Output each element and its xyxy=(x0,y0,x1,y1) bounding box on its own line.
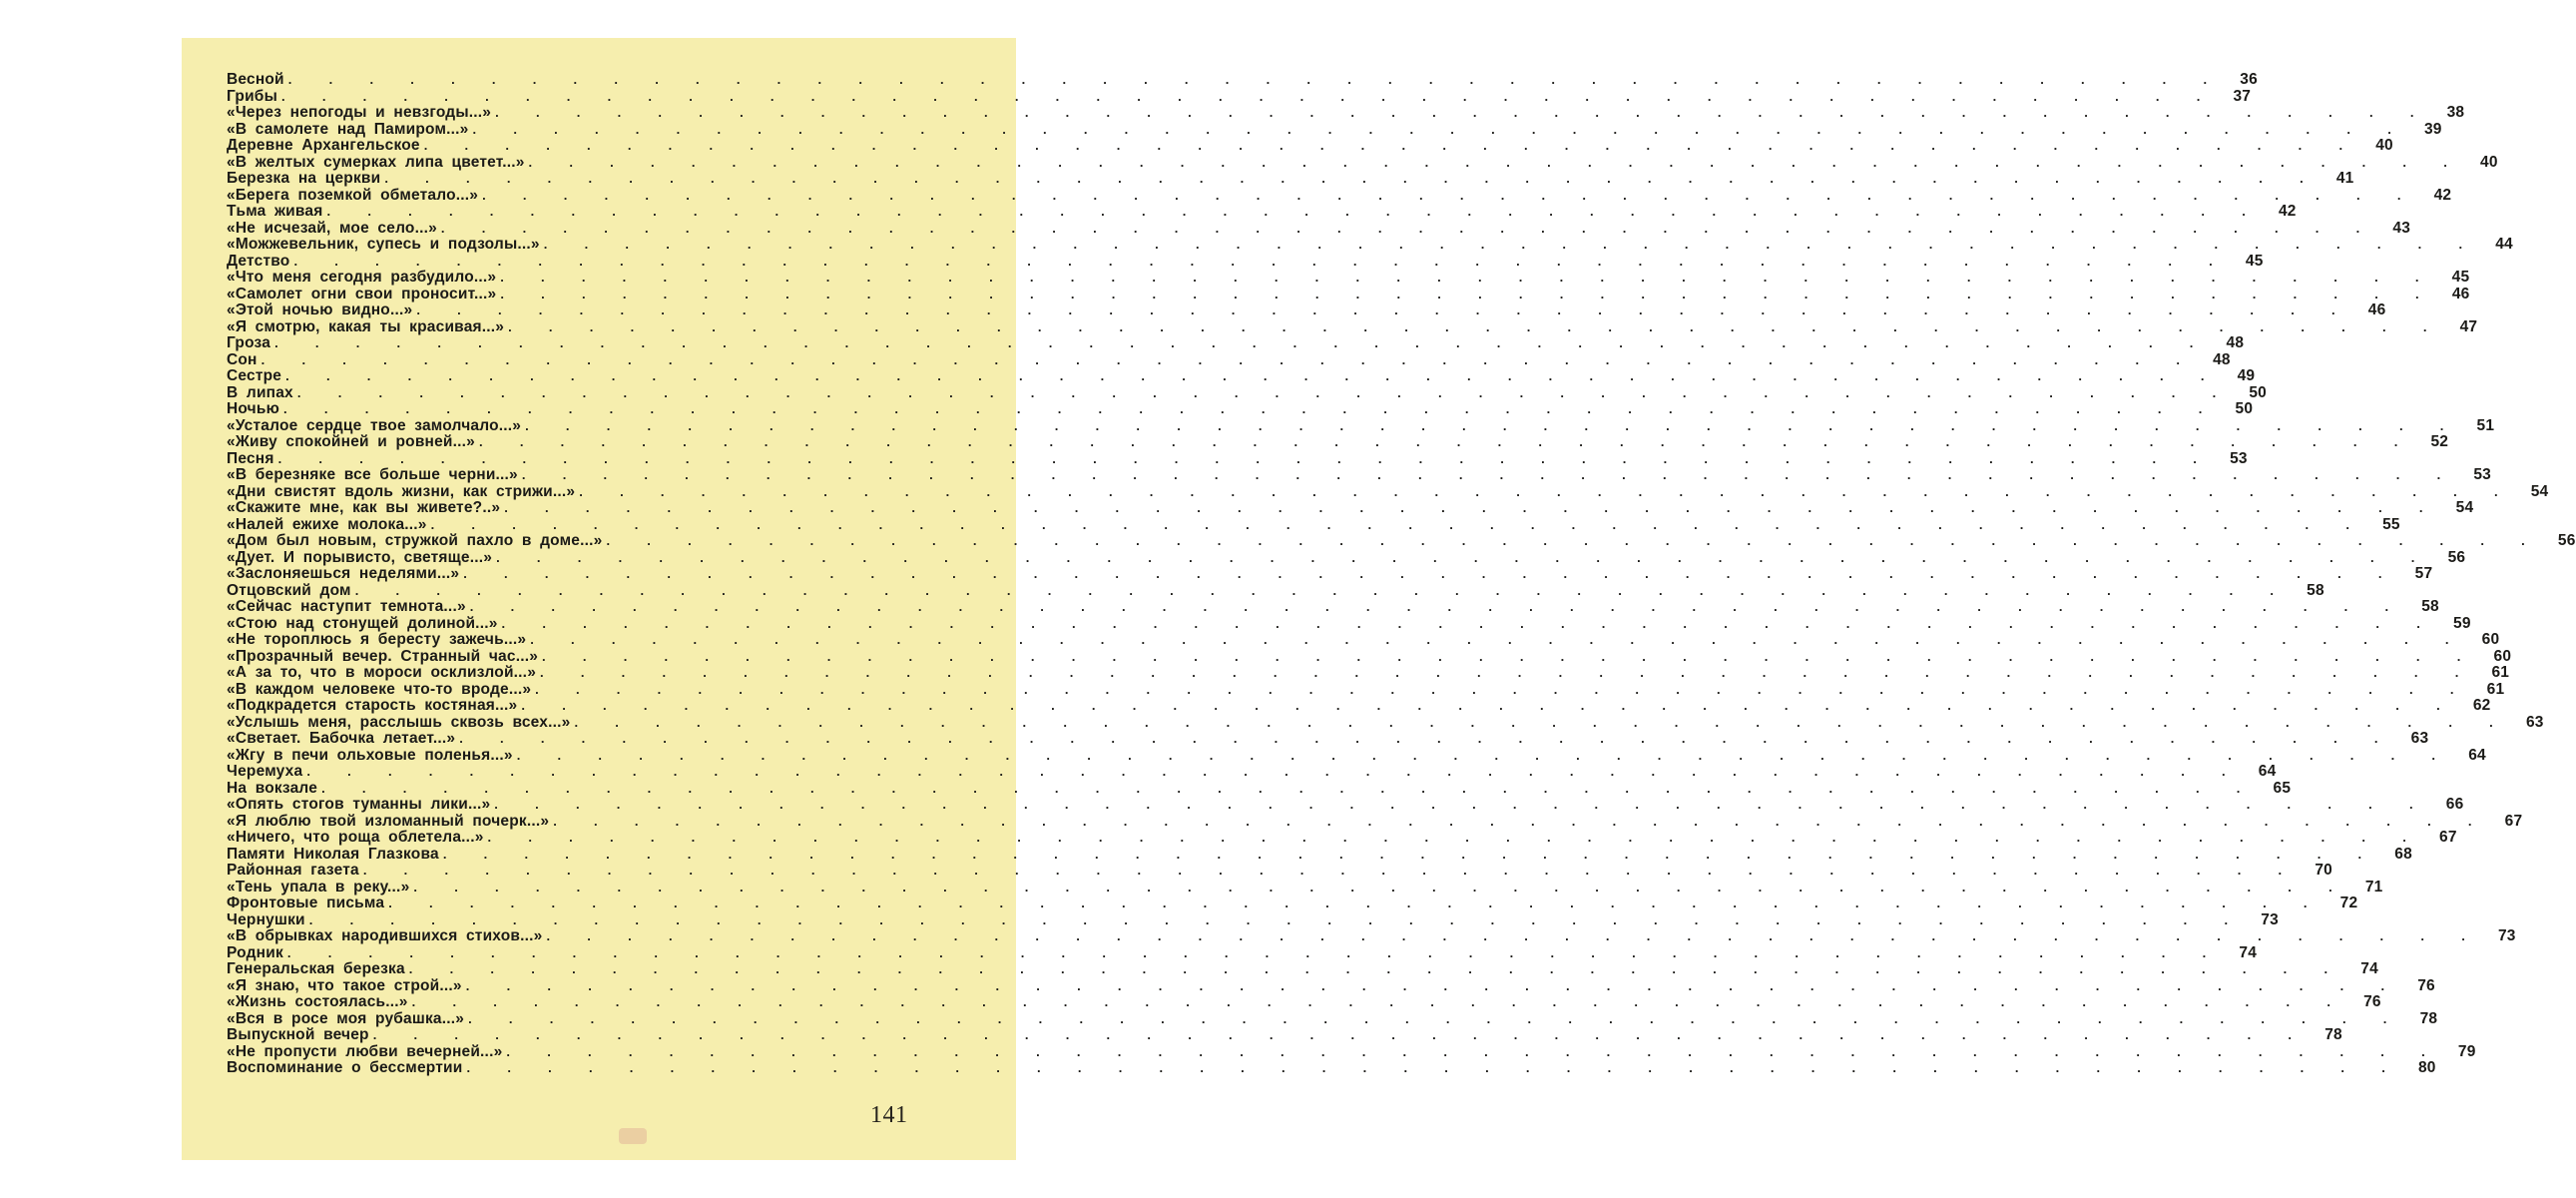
toc-entry-page: 76 xyxy=(2417,976,2435,994)
dot-leader: . . . . . . . . . . . . . . . . . . . . . . . . . . . . . . . . . . . . . . . . . . . . . . . . xyxy=(296,384,2232,400)
toc-entry xyxy=(227,730,2429,748)
dot-leader: . . . . . . . . . . . . . . . . . . . . . . . . . . . . . . . . . . . . . . . . . . . . . . . . xyxy=(482,187,2416,203)
dot-leader: . . . . . . . . . . . . . . . . . . . . . . . . . . . . . . . . . . . . . . . . . . . . . . . . xyxy=(277,450,2212,466)
page-number: 141 xyxy=(870,1102,908,1128)
toc-entry xyxy=(227,350,2231,369)
dot-leader: . . . . . . . . . . . . . . . . . . . . . . . . . . . . . . . . . . . . . . . . . . . . . . . . xyxy=(495,105,2429,120)
dot-leader: . . . . . . . . . . . . . . . . . . . . . . . . . . . . . . . . . . . . . . . . . . . . . . . . xyxy=(487,830,2421,845)
toc-entry xyxy=(227,186,2452,205)
toc-entry-page: 71 xyxy=(2364,878,2383,896)
dot-leader: . . . . . . . . . . . . . . . . . . . . . . . . . . . . . . . . . . . . . . . . . . . . . . . . xyxy=(362,863,2297,878)
toc-entry-page: 56 xyxy=(2447,548,2466,566)
toc-entry xyxy=(227,203,2297,221)
dot-leader: . . . . . . . . . . . . . . . . . . . . . . . . . . . . . . . . . . . . . . . . . . . . . . . . xyxy=(472,121,2406,137)
dot-leader: . . . . . . . . . . . . . . . . . . . . . . . . . . . . . . . . . . . . . . . . . . . . . . . . xyxy=(430,516,2364,532)
toc-entry xyxy=(227,269,2470,287)
toc-entry xyxy=(227,515,2400,534)
toc-entry-title: «Что меня сегодня разбудило...» xyxy=(227,269,497,286)
toc-entry-page: 37 xyxy=(2233,87,2252,105)
toc-entry-title: Выпускной вечер xyxy=(227,1026,369,1043)
toc-entry-page: 80 xyxy=(2417,1059,2436,1076)
toc-entry xyxy=(227,285,2470,303)
dot-leader: . . . . . . . . . . . . . . . . . . . . . . . . . . . . . . . . . . . . . . . . . . . . . . . . xyxy=(287,72,2222,87)
toc-entry xyxy=(227,796,2464,814)
toc-entry-page: 43 xyxy=(2392,219,2411,237)
toc-entry xyxy=(227,845,2412,864)
dot-leader: . . . . . . . . . . . . . . . . . . . . . . . . . . . . . . . . . . . . . . . . . . . . . . . . xyxy=(423,138,2357,153)
dot-leader: . . . . . . . . . . . . . . . . . . . . . . . . . . . . . . . . . . . . . . . . . . . . . . . . xyxy=(286,944,2222,960)
toc-entry-title: Весной xyxy=(227,71,284,88)
toc-entry xyxy=(227,680,2505,699)
dot-leader: . . . . . . . . . . . . . . . . . . . . . . . . . . . . . . . . . . . . . . . . . . . . . . . . xyxy=(479,434,2413,449)
dot-leader: . . . . . . . . . . . . . . . . . . . . . . . . . . . . . . . . . . . . . . . . . . . . . . . . xyxy=(440,220,2375,236)
toc-entry-page: 79 xyxy=(2457,1042,2476,1060)
dot-leader: . . . . . . . . . . . . . . . . . . . . . . . . . . . . . . . . . . . . . . . . . . . . . . . . xyxy=(408,961,2342,976)
toc-entry-title: Деревне Архангельское xyxy=(227,137,420,154)
toc-entry-page: 76 xyxy=(2363,993,2381,1010)
toc-entry-page: 55 xyxy=(2382,515,2400,533)
toc-entry-page: 40 xyxy=(2480,153,2498,171)
toc-entry xyxy=(227,927,2516,945)
dot-leader: . . . . . . . . . . . . . . . . . . . . . . . . . . . . . . . . . . . . . . . . . . . . . . . . xyxy=(494,797,2428,812)
toc-entry-title: «Я смотрю, какая ты красивая...» xyxy=(227,317,505,335)
toc-entry xyxy=(227,565,2433,583)
toc-entry-title: «Налей ежихе молока...» xyxy=(227,515,427,533)
dot-leader: . . . . . . . . . . . . . . . . . . . . . . . . . . . . . . . . . . . . . . . . . . . . . . . . xyxy=(540,665,2474,680)
toc-entry-title: В липах xyxy=(227,383,293,401)
dot-leader: . . . . . . . . . . . . . . . . . . . . . . . . . . . . . . . . . . . . . . . . . . . . . . . . xyxy=(388,896,2322,910)
toc-entry-title: Районная газета xyxy=(227,862,359,879)
dot-leader: . . . . . . . . . . . . . . . . . . . . . . . . . . . . . . . . . . . . . . . . . . . . . . . . xyxy=(546,928,2480,943)
toc-entry xyxy=(227,614,2471,633)
table-of-contents xyxy=(227,71,2576,1077)
toc-entry-page: 36 xyxy=(2240,71,2258,88)
toc-entry-title: «Дует. И порывисто, светяще...» xyxy=(227,548,493,566)
toc-entry-title: «Дни свистят вдоль жизни, как стрижи...» xyxy=(227,482,576,500)
dot-leader: . . . . . . . . . . . . . . . . . . . . . . . . . . . . . . . . . . . . . . . . . . . . . . . . xyxy=(521,698,2455,713)
toc-entry-page: 46 xyxy=(2451,285,2470,302)
dot-leader: . . . . . . . . . . . . . . . . . . . . . . . . . . . . . . . . . . . . . . . . . . . . . . . . xyxy=(411,994,2345,1009)
toc-entry-title: «Усталое сердце твое замолчало...» xyxy=(227,416,522,434)
toc-entry-title: «А за то, что в мороси осклизлой...» xyxy=(227,664,537,681)
toc-entry-title: «Услышь меня, расслышь сквозь всех...» xyxy=(227,713,571,731)
toc-entry-page: 72 xyxy=(2339,895,2358,911)
toc-entry-title: Грибы xyxy=(227,87,278,105)
dot-leader: . . . . . . . . . . . . . . . . . . . . . . . . . . . . . . . . . . . . . . . . . . . . . . . . xyxy=(468,1010,2402,1026)
toc-entry-title: Сестре xyxy=(227,367,282,384)
toc-entry-title: «Подкрадется старость костяная...» xyxy=(227,697,518,714)
toc-entry xyxy=(227,120,2442,139)
toc-entry-title: «Скажите мне, как вы живете?..» xyxy=(227,499,501,516)
toc-entry-title: «В обрывках народившихся стихов...» xyxy=(227,927,543,944)
toc-entry xyxy=(227,367,2256,385)
toc-entry-page: 68 xyxy=(2394,845,2412,863)
dot-leader: . . . . . . . . . . . . . . . . . . . . . . . . . . . . . . . . . . . . . . . . . . . . . . . . xyxy=(500,286,2434,301)
toc-entry-title: Березка на церкви xyxy=(227,170,381,187)
toc-entry xyxy=(227,878,2383,897)
dot-leader: . . . . . . . . . . . . . . . . . . . . . . . . . . . . . . . . . . . . . . . . . . . . . . . . xyxy=(459,731,2393,746)
toc-entry-page: 73 xyxy=(2497,927,2516,944)
toc-entry-page: 67 xyxy=(2439,829,2457,846)
toc-entry-title: «Не исчезай, мое село...» xyxy=(227,219,437,237)
book-page xyxy=(182,38,2576,1160)
toc-entry-page: 58 xyxy=(2307,581,2324,599)
toc-entry-title: Фронтовые письма xyxy=(227,895,385,911)
toc-entry-title: «Не пропусти любви вечерней...» xyxy=(227,1042,503,1060)
toc-entry-page: 66 xyxy=(2445,796,2464,813)
toc-entry xyxy=(227,581,2324,600)
toc-entry-title: «В желтых сумерках липа цветет...» xyxy=(227,153,525,171)
toc-entry-page: 49 xyxy=(2237,367,2256,384)
toc-entry-page: 38 xyxy=(2446,104,2465,121)
dot-leader: . . . . . . . . . . . . . . . . . . . . . . . . . . . . . . . . . . . . . . . . . . . . . . . . xyxy=(501,615,2435,631)
toc-entry-title: «В березняке все больше черни...» xyxy=(227,466,518,483)
dot-leader: . . . . . . . . . . . . . . . . . . . . . . . . . . . . . . . . . . . . . . . . . . . . . . . . xyxy=(528,154,2462,170)
toc-entry-page: 50 xyxy=(2249,383,2268,401)
toc-entry xyxy=(227,829,2457,847)
dot-leader: . . . . . . . . . . . . . . . . . . . . . . . . . . . . . . . . . . . . . . . . . . . . . . . . xyxy=(285,368,2220,383)
toc-entry-page: 45 xyxy=(2451,269,2470,286)
toc-entry-title: «Можжевельник, супесь и подзолы...» xyxy=(227,236,540,253)
toc-entry-title: Памяти Николая Глазкова xyxy=(227,845,439,863)
toc-entry-title: «Тень упала в реку...» xyxy=(227,878,410,896)
toc-entry-page: 78 xyxy=(2419,1009,2438,1027)
toc-entry-page: 44 xyxy=(2495,236,2513,253)
dot-leader: . . . . . . . . . . . . . . . . . . . . . . . . . . . . . . . . . . . . . . . . . . . . . . . . xyxy=(496,549,2430,565)
dot-leader: . . . . . . . . . . . . . . . . . . . . . . . . . . . . . . . . . . . . . . . . . . . . . . . . xyxy=(516,747,2450,763)
toc-entry-page: 59 xyxy=(2453,614,2471,632)
toc-entry-title: «Ничего, что роща облетела...» xyxy=(227,829,484,846)
dot-leader: . . . . . . . . . . . . . . . . . . . . . . . . . . . . . . . . . . . . . . . . . . . . . . . . xyxy=(504,500,2438,515)
toc-entry-page: 45 xyxy=(2245,252,2264,270)
dot-leader: . . . . . . . . . . . . . . . . . . . . . . . . . . . . . . . . . . . . . . . . . . . . . . . . xyxy=(326,204,2261,219)
toc-entry xyxy=(227,631,2500,649)
dot-leader: . . . . . . . . . . . . . . . . . . . . . . . . . . . . . . . . . . . . . . . . . . . . . . . . xyxy=(500,270,2434,285)
toc-entry-page: 60 xyxy=(2493,647,2512,665)
toc-entry-title: Песня xyxy=(227,449,274,467)
toc-entry xyxy=(227,433,2449,451)
toc-entry-page: 60 xyxy=(2481,631,2500,648)
toc-entry xyxy=(227,499,2474,517)
toc-entry-page: 58 xyxy=(2421,598,2439,615)
toc-entry xyxy=(227,1042,2476,1061)
toc-entry xyxy=(227,993,2381,1011)
dot-leader: . . . . . . . . . . . . . . . . . . . . . . . . . . . . . . . . . . . . . . . . . . . . . . . . xyxy=(525,417,2459,433)
dot-leader: . . . . . . . . . . . . . . . . . . . . . . . . . . . . . . . . . . . . . . . . . . . . . . . . xyxy=(372,1027,2307,1042)
toc-entry xyxy=(227,779,2292,798)
toc-entry-page: 53 xyxy=(2473,466,2492,483)
toc-entry xyxy=(227,1059,2436,1077)
toc-entry xyxy=(227,449,2248,468)
toc-entry-page: 42 xyxy=(2433,186,2452,204)
toc-entry-title: «Живу спокойней и ровней...» xyxy=(227,433,475,450)
toc-entry-page: 62 xyxy=(2472,697,2491,714)
dot-leader: . . . . . . . . . . . . . . . . . . . . . . . . . . . . . . . . . . . . . . . . . . . . . . . . xyxy=(321,780,2256,796)
toc-entry-title: Генеральская березка xyxy=(227,960,405,977)
toc-entry xyxy=(227,664,2510,682)
toc-entry-page: 50 xyxy=(2235,400,2254,417)
toc-entry-page: 64 xyxy=(2258,763,2277,780)
toc-entry-page: 42 xyxy=(2278,203,2297,220)
toc-entry-title: На вокзале xyxy=(227,779,318,797)
dot-leader: . . . . . . . . . . . . . . . . . . . . . . . . . . . . . . . . . . . . . . . . . . . . . . . . xyxy=(465,977,2399,993)
dot-leader: . . . . . . . . . . . . . . . . . . . . . . . . . . . . . . . . . . . . . . . . . . . . . . . . xyxy=(542,648,2476,664)
toc-entry-title: «Сейчас наступит темнота...» xyxy=(227,598,466,615)
toc-entry xyxy=(227,317,2478,336)
dot-leader: . . . . . . . . . . . . . . . . . . . . . . . . . . . . . . . . . . . . . . . . . . . . . . . . xyxy=(543,237,2477,252)
dot-leader: . . . . . . . . . . . . . . . . . . . . . . . . . . . . . . . . . . . . . . . . . . . . . . . . xyxy=(574,714,2508,730)
dot-leader: . . . . . . . . . . . . . . . . . . . . . . . . . . . . . . . . . . . . . . . . . . . . . . . . xyxy=(274,335,2209,350)
toc-entry-page: 48 xyxy=(2213,350,2231,368)
toc-entry-page: 51 xyxy=(2476,416,2495,434)
toc-entry xyxy=(227,87,2252,106)
toc-entry-page: 56 xyxy=(2557,532,2576,549)
toc-entry-page: 39 xyxy=(2423,120,2442,138)
toc-entry-title: Чернушки xyxy=(227,910,305,928)
toc-entry-title: «Дом был новым, стружкой пахло в доме...» xyxy=(227,532,603,549)
toc-entry-page: 61 xyxy=(2491,664,2510,681)
toc-entry xyxy=(227,252,2264,271)
dot-leader: . . . . . . . . . . . . . . . . . . . . . . . . . . . . . . . . . . . . . . . . . . . . . . . . xyxy=(553,813,2487,829)
toc-entry xyxy=(227,943,2258,962)
toc-entry xyxy=(227,532,2576,550)
dot-leader: . . . . . . . . . . . . . . . . . . . . . . . . . . . . . . . . . . . . . . . . . . . . . . . . xyxy=(579,483,2513,499)
dot-leader: . . . . . . . . . . . . . . . . . . . . . . . . . . . . . . . . . . . . . . . . . . . . . . . . xyxy=(463,566,2397,581)
dot-leader: . . . . . . . . . . . . . . . . . . . . . . . . . . . . . . . . . . . . . . . . . . . . . . . . xyxy=(469,599,2403,614)
toc-entry-page: 57 xyxy=(2414,565,2433,582)
toc-entry-page: 61 xyxy=(2486,680,2505,698)
toc-entry-title: «Опять стогов туманны лики...» xyxy=(227,796,491,813)
dot-leader: . . . . . . . . . . . . . . . . . . . . . . . . . . . . . . . . . . . . . . . . . . . . . . . . xyxy=(535,681,2469,697)
toc-entry xyxy=(227,71,2258,89)
toc-entry-page: 46 xyxy=(2367,301,2386,318)
dot-leader: . . . . . . . . . . . . . . . . . . . . . . . . . . . . . . . . . . . . . . . . . . . . . . . . xyxy=(260,351,2195,367)
toc-entry xyxy=(227,482,2549,501)
toc-entry xyxy=(227,960,2378,978)
toc-entry-title: Ночью xyxy=(227,400,280,417)
toc-entry-title: Воспоминание о бессмертии xyxy=(227,1059,463,1076)
toc-entry-page: 64 xyxy=(2468,746,2486,764)
toc-entry-page: 53 xyxy=(2230,449,2248,467)
toc-entry-title: «В каждом человеке что-то вроде...» xyxy=(227,680,532,698)
toc-entry xyxy=(227,763,2277,781)
dot-leader: . . . . . . . . . . . . . . . . . . . . . . . . . . . . . . . . . . . . . . . . . . . . . . . . xyxy=(308,911,2243,927)
toc-entry xyxy=(227,746,2486,765)
toc-entry-page: 47 xyxy=(2459,317,2478,335)
toc-entry xyxy=(227,647,2512,666)
toc-entry xyxy=(227,153,2498,172)
toc-entry-title: «Самолет огни свои проносит...» xyxy=(227,285,497,302)
toc-entry-title: «Светает. Бабочка летает...» xyxy=(227,730,456,747)
toc-entry-page: 63 xyxy=(2410,730,2429,747)
toc-entry-title: «Стою над стонущей долиной...» xyxy=(227,614,498,632)
toc-entry xyxy=(227,713,2544,732)
toc-entry xyxy=(227,1026,2342,1044)
dot-leader: . . . . . . . . . . . . . . . . . . . . . . . . . . . . . . . . . . . . . . . . . . . . . . . . xyxy=(416,302,2350,317)
toc-entry-title: «Я люблю твой изломанный почерк...» xyxy=(227,812,550,830)
toc-entry xyxy=(227,910,2279,929)
toc-entry-page: 52 xyxy=(2430,433,2449,450)
toc-entry-page: 78 xyxy=(2324,1026,2342,1043)
toc-entry-title: «Этой ночью видно...» xyxy=(227,301,413,318)
toc-entry xyxy=(227,170,2354,188)
toc-entry-title: «В самолете над Памиром...» xyxy=(227,120,469,138)
dot-leader: . . . . . . . . . . . . . . . . . . . . . . . . . . . . . . . . . . . . . . . . . . . . . . . . xyxy=(521,467,2456,482)
toc-entry-page: 63 xyxy=(2525,713,2544,731)
toc-entry-title: Сон xyxy=(227,350,258,368)
toc-entry-page: 67 xyxy=(2504,812,2523,830)
toc-entry xyxy=(227,862,2332,880)
toc-entry xyxy=(227,400,2254,418)
toc-entry xyxy=(227,236,2513,254)
toc-entry-title: Гроза xyxy=(227,334,271,351)
toc-entry xyxy=(227,812,2523,831)
toc-entry-title: «Я знаю, что такое строй...» xyxy=(227,976,462,994)
dot-leader: . . . . . . . . . . . . . . . . . . . . . . . . . . . . . . . . . . . . . . . . . . . . . . . . xyxy=(506,1043,2440,1059)
toc-entry-page: 74 xyxy=(2360,960,2378,977)
toc-entry xyxy=(227,1009,2438,1028)
toc-entry-page: 40 xyxy=(2375,137,2393,154)
toc-entry-title: «Жизнь состоялась...» xyxy=(227,993,408,1010)
toc-entry-page: 54 xyxy=(2455,499,2474,516)
toc-entry xyxy=(227,466,2492,484)
toc-entry xyxy=(227,548,2466,567)
dot-leader: . . . . . . . . . . . . . . . . . . . . . . . . . . . . . . . . . . . . . . . . . . . . . . . . xyxy=(281,88,2216,104)
dot-leader: . . . . . . . . . . . . . . . . . . . . . . . . . . . . . . . . . . . . . . . . . . . . . . . . xyxy=(530,632,2464,647)
toc-entry xyxy=(227,697,2491,715)
toc-entry xyxy=(227,416,2495,435)
dot-leader: . . . . . . . . . . . . . . . . . . . . . . . . . . . . . . . . . . . . . . . . . . . . . . . . xyxy=(306,764,2241,779)
toc-entry xyxy=(227,895,2358,912)
toc-entry-page: 65 xyxy=(2273,779,2292,797)
toc-entry-title: «Жгу в печи ольховые поленья...» xyxy=(227,746,513,764)
dot-leader: . . . . . . . . . . . . . . . . . . . . . . . . . . . . . . . . . . . . . . . . . . . . . . . . xyxy=(508,318,2442,334)
library-stamp xyxy=(619,1128,647,1144)
dot-leader: . . . . . . . . . . . . . . . . . . . . . . . . . . . . . . . . . . . . . . . . . . . . . . . . xyxy=(466,1060,2400,1075)
toc-entry-title: «Берега поземкой обметало...» xyxy=(227,186,479,204)
toc-entry-page: 73 xyxy=(2261,910,2279,928)
toc-entry-page: 54 xyxy=(2530,482,2549,500)
toc-entry-title: «Через непогоды и невзгоды...» xyxy=(227,104,492,121)
toc-entry xyxy=(227,598,2439,616)
dot-leader: . . . . . . . . . . . . . . . . . . . . . . . . . . . . . . . . . . . . . . . . . . . . . . . . xyxy=(283,401,2218,416)
toc-entry-title: «Вся в росе моя рубашка...» xyxy=(227,1009,465,1027)
toc-entry xyxy=(227,104,2465,122)
toc-entry-title: «Заслоняешься неделями...» xyxy=(227,565,460,582)
toc-entry xyxy=(227,301,2386,319)
toc-entry xyxy=(227,383,2268,402)
dot-leader: . . . . . . . . . . . . . . . . . . . . . . . . . . . . . . . . . . . . . . . . . . . . . . . . xyxy=(293,253,2228,269)
dot-leader: . . . . . . . . . . . . . . . . . . . . . . . . . . . . . . . . . . . . . . . . . . . . . . . . xyxy=(413,879,2347,895)
toc-entry-page: 48 xyxy=(2226,334,2245,351)
toc-entry-page: 74 xyxy=(2239,943,2258,961)
toc-entry-title: Родник xyxy=(227,943,283,961)
toc-entry-title: «Прозрачный вечер. Странный час...» xyxy=(227,647,539,665)
toc-entry-title: Черемуха xyxy=(227,763,303,780)
toc-entry xyxy=(227,334,2245,352)
toc-entry xyxy=(227,219,2411,238)
toc-entry-page: 41 xyxy=(2335,170,2354,187)
toc-entry xyxy=(227,976,2435,995)
dot-leader: . . . . . . . . . . . . . . . . . . . . . . . . . . . . . . . . . . . . . . . . . . . . . . . . xyxy=(606,533,2540,548)
dot-leader: . . . . . . . . . . . . . . . . . . . . . . . . . . . . . . . . . . . . . . . . . . . . . . . . xyxy=(384,171,2318,186)
toc-entry-title: Отцовский дом xyxy=(227,581,351,599)
toc-entry xyxy=(227,137,2393,155)
toc-entry-title: Детство xyxy=(227,252,290,270)
toc-entry-title: Тьма живая xyxy=(227,203,323,220)
toc-entry-title: «Не тороплюсь я бересту зажечь...» xyxy=(227,631,527,648)
toc-entry-page: 70 xyxy=(2315,862,2332,879)
dot-leader: . . . . . . . . . . . . . . . . . . . . . . . . . . . . . . . . . . . . . . . . . . . . . . . . xyxy=(442,846,2376,862)
dot-leader: . . . . . . . . . . . . . . . . . . . . . . . . . . . . . . . . . . . . . . . . . . . . . . . . xyxy=(354,582,2289,598)
